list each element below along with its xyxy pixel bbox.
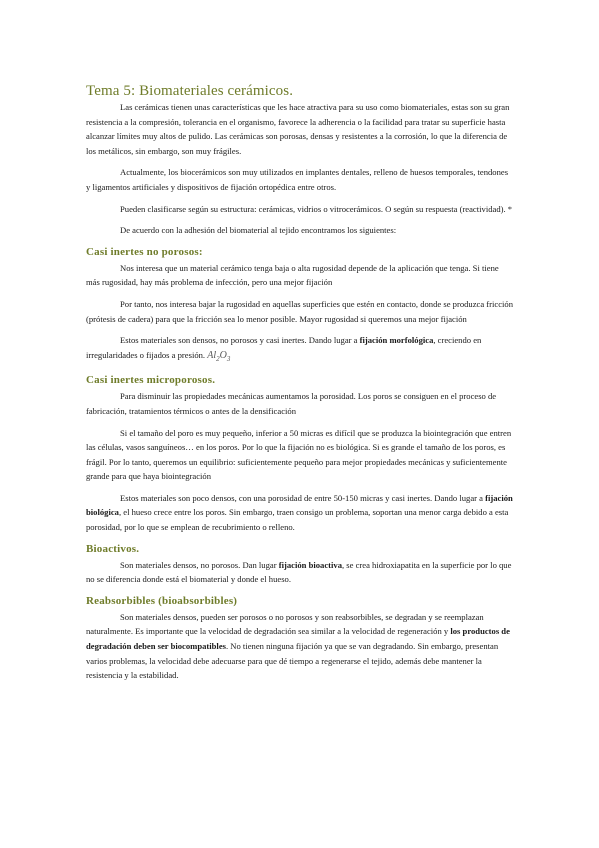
section1-paragraph-3 [86, 333, 514, 366]
document-content [86, 82, 514, 690]
intro-paragraph-1: Las cerámicas tienen unas características que les hace atractiva para su uso como biomateriales, estas son su gran resistencia a la compresión, tolerancia en el organismo, favorece la adherencia o la facilidad para tratar su superficie hasta alcanzar límites muy altos de pulido. Las cerámicas son porosas, densas y resistentes a la corrosión, lo que la diferencia de los metálicos, sin embargo, son muy frágiles. [86, 102, 510, 156]
text-span: Estos materiales son densos, no porosos y casi inertes. Dando lugar a [120, 335, 360, 346]
text-span: . No tienen ninguna fijación ya que se van degradando. Sin embargo, presentan varios problemas, la velocidad debe adecuarse para que dé tiempo a regenerarse el tejido, además debe mantener la resistencia y la estabilidad. [86, 641, 499, 681]
intro-paragraph-2: Actualmente, los biocerámicos son muy utilizados en implantes dentales, relleno de huesos temporales, tendones y ligamentos artificiales y dispositivos de fijación ortopédica entre otros. [86, 167, 509, 192]
section-heading-resorbable: Reabsorbibles (bioabsorbibles) [86, 594, 238, 607]
text-span: Son materiales densos, pueden ser porosos o no porosos y son reabsorbibles, se degradan y se reemplazan naturalmente. Es importante que la velocidad de degradación sea similar a la velocidad de regeneración y [86, 611, 484, 637]
formula-subscript: 2 [216, 354, 220, 363]
formula-subscript: 3 [226, 354, 231, 363]
section1-paragraph-1: Nos interesa que un material cerámico tenga baja o alta rugosidad depende de la aplicación que tenga. Si tiene más rugosidad, hay más problema de infección, pero una mejor fijación [86, 262, 499, 288]
section2-paragraph-1: Para disminuir las propiedades mecánicas aumentamos la porosidad. Los poros se consiguen en el proceso de fabricación, tratamientos térmicos o antes de la densificación [86, 391, 497, 416]
text-span: , creciendo en irregularidades o fijados a presión. [86, 335, 482, 360]
formula-element: Al [207, 349, 217, 361]
intro-paragraph-4: De acuerdo con la adhesión del biomaterial al tejido encontramos los siguientes: [120, 225, 397, 236]
text-span: Son materiales densos, no porosos. Dan lugar [120, 559, 279, 570]
section1-paragraph-2: Por tanto, nos interesa bajar la rugosidad en aquellas superficies que estén en contacto, donde se produzca fricción (prótesis de cadera) para que la fricción sea lo menor posible. Mayor rugosidad si queremos una mejor fijación [86, 298, 514, 324]
section-heading-inert-microporous: Casi inertes microporosos. [86, 374, 216, 387]
bold-term: fijación morfológica [359, 335, 434, 346]
section4-paragraph-1 [86, 610, 514, 683]
page-title: Tema 5: Biomateriales cerámicos. [86, 83, 294, 99]
text-span: , el hueso crece entre los poros. Sin embargo, traen consigo un problema, soportan una menor carga debido a esta porosidad, por lo que se emplean de recubrimiento o relleno. [86, 507, 509, 533]
section2-paragraph-3 [86, 491, 514, 535]
intro-paragraph-3: Pueden clasificarse según su estructura: cerámicas, vidrios o vitrocerámicos. O según su respuesta (reactividad). * [120, 203, 513, 214]
section3-paragraph-1 [86, 558, 514, 587]
bold-term: los productos de degradación deben ser biocompatibles [86, 626, 510, 652]
bold-term: fijación biológica [86, 492, 513, 518]
section-heading-inert-nonporous: Casi inertes no porosos: [86, 245, 203, 258]
section2-paragraph-2: Si el tamaño del poro es muy pequeño, inferior a 50 micras es difícil que se produzca la biointegración que entren las células, vasos sanguíneos… en los poros. Por lo que la fijación no es biológica. Si es grande el tamaño de los poros, es frágil. Por lo tanto, queremos un equilibrio: suficientemente pequeño para mejor propiedades mecánicas y suficientemente grande para que haya biointegración [86, 427, 512, 482]
section-heading-bioactive: Bioactivos. [86, 542, 140, 555]
bold-term: fijación bioactiva [278, 559, 342, 570]
formula-element: O [219, 349, 227, 361]
chemical-formula [207, 350, 230, 361]
text-span: , se crea hidroxiapatita en la superficie por lo que no se diferencia donde está el biomaterial y donde el hueso. [86, 559, 512, 585]
text-span: Estos materiales son poco densos, con una porosidad de entre 50-150 micras y casi inertes. Dando lugar a [120, 492, 486, 503]
